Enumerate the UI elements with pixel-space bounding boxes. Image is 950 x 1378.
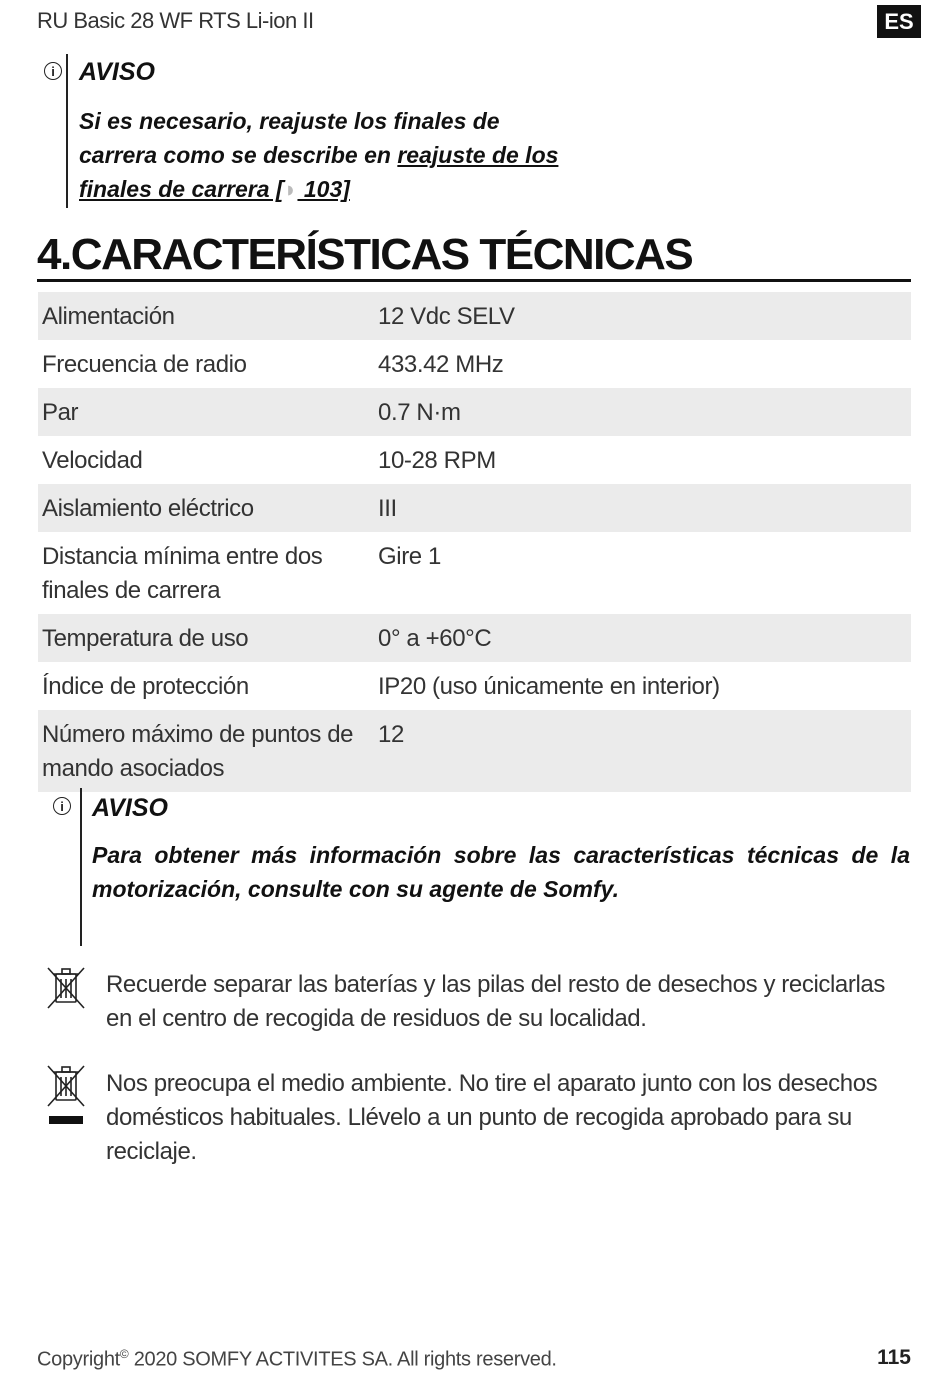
- recycling-note-appliance: Nos preocupa el medio ambiente. No tire el aparato junto con los desechos domésticos habituales. Llévelo a un punto de recogida aprobado para su reciclaje.: [106, 1070, 878, 1165]
- spec-label: Número máximo de puntos de mando asociados: [42, 721, 354, 782]
- spec-value: 0° a +60°C: [378, 625, 492, 652]
- spec-label: Temperatura de uso: [42, 625, 249, 652]
- spec-row: [38, 614, 911, 662]
- notice-bar: [80, 788, 82, 946]
- document-header-title: RU Basic 28 WF RTS Li-ion II: [37, 8, 314, 33]
- spec-value: 433.42 MHz: [378, 351, 504, 378]
- spec-label: Frecuencia de radio: [42, 351, 247, 378]
- spec-row: [38, 292, 911, 340]
- spec-value: 10-28 RPM: [378, 447, 496, 474]
- link-text: reajuste de los finales de carrera [: [79, 142, 559, 202]
- info-icon: i: [44, 62, 62, 80]
- spec-label: Par: [42, 399, 79, 426]
- spec-value: 0.7 N·m: [378, 399, 461, 426]
- spec-row: [38, 436, 911, 484]
- spec-row: [38, 340, 911, 388]
- spec-row: [38, 710, 911, 792]
- section-divider: [37, 279, 911, 282]
- spec-value: IP20 (uso únicamente en interior): [378, 673, 720, 700]
- spec-label: Velocidad: [42, 447, 143, 474]
- copyright-mark: ©: [119, 1347, 129, 1361]
- spec-value: III: [378, 495, 397, 522]
- recycling-note-batteries: Recuerde separar las baterías y las pilas del resto de desechos y reciclarlas en el centro de recogida de residuos de su localidad.: [106, 971, 885, 1032]
- notice-title: AVISO: [92, 794, 168, 822]
- notice-body: [79, 104, 559, 206]
- notice-top: [51, 54, 566, 208]
- spec-table: [38, 292, 911, 792]
- crossed-bin-bar-icon: [44, 1062, 88, 1128]
- spec-row: [38, 662, 911, 710]
- spec-value: 12 Vdc SELV: [378, 303, 515, 330]
- notice-text: Si es necesario, reajuste los finales de carrera como se describe en: [79, 108, 500, 168]
- copyright-prefix: Copyright: [37, 1348, 120, 1371]
- page-arrow-icon: ◗: [283, 176, 298, 202]
- spec-value: 12: [378, 721, 404, 748]
- section-title: 4.CARACTERÍSTICAS TÉCNICAS: [37, 230, 693, 279]
- crossed-bin-icon: [44, 964, 88, 1012]
- spec-value: Gire 1: [378, 543, 441, 570]
- footer-copyright: [37, 1347, 557, 1372]
- notice-bar: [66, 54, 68, 208]
- language-badge: ES: [877, 5, 921, 38]
- spec-row: [38, 388, 911, 436]
- info-icon: i: [53, 797, 71, 815]
- spec-label: Alimentación: [42, 303, 175, 330]
- spec-label: Índice de protección: [42, 673, 249, 700]
- notice-body: Para obtener más información sobre las características técnicas de la motorización, consulte con su agente de Somfy.: [92, 842, 910, 902]
- spec-label: Distancia mínima entre dos finales de carrera: [42, 543, 323, 604]
- page-number: 115: [877, 1346, 911, 1369]
- spec-row: [38, 532, 911, 614]
- spec-label: Aislamiento eléctrico: [42, 495, 254, 522]
- spec-row: [38, 484, 911, 532]
- copyright-text: 2020 SOMFY ACTIVITES SA. All rights reserved.: [128, 1348, 557, 1371]
- link-page: 103]: [297, 176, 350, 202]
- notice-title: AVISO: [79, 58, 155, 86]
- notice-bottom: [60, 788, 910, 946]
